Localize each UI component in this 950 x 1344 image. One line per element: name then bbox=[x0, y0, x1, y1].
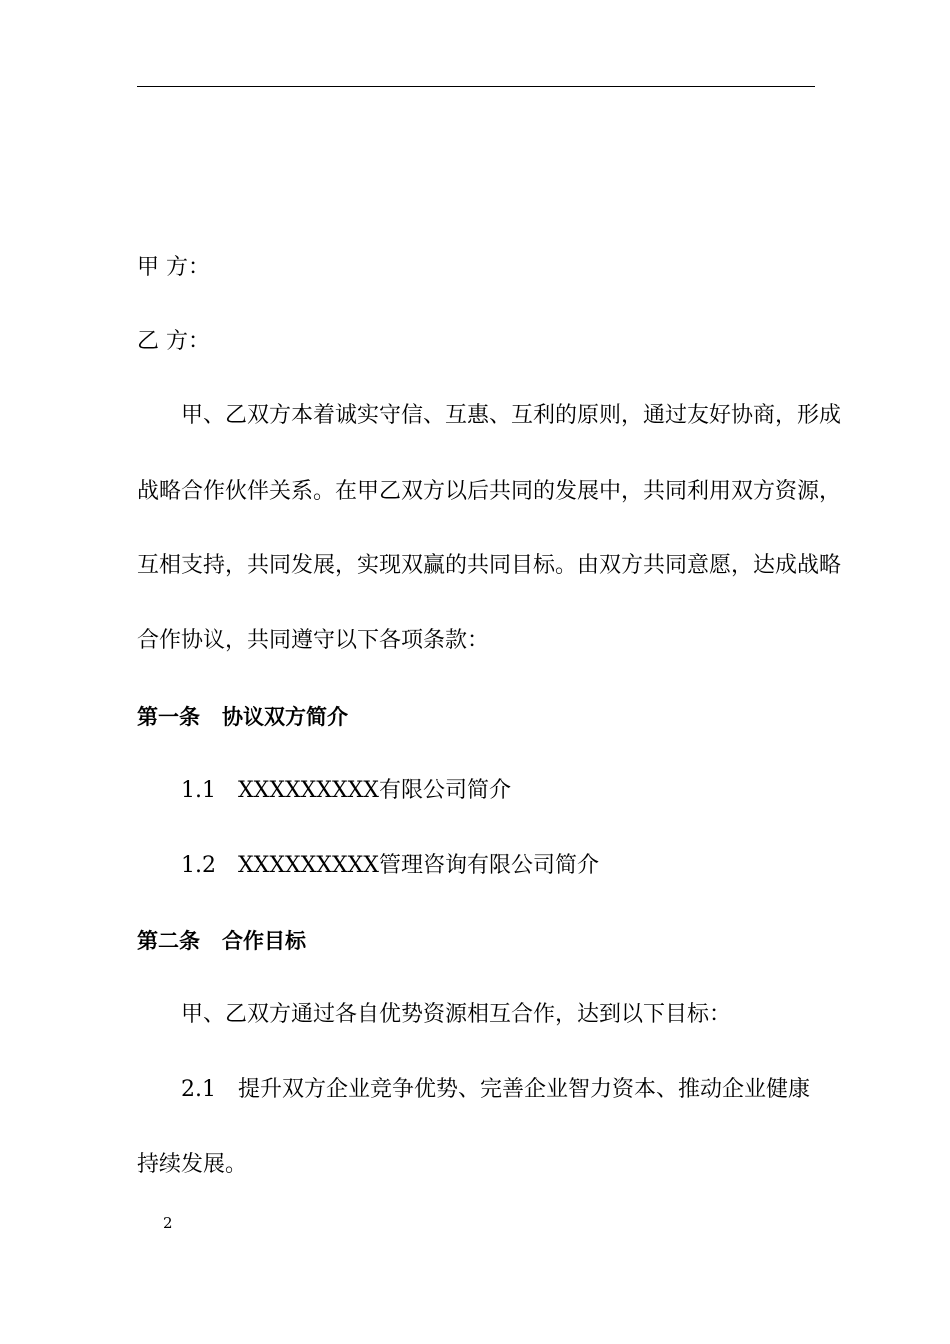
section2-item-1 bbox=[181, 1075, 871, 1105]
intro-line-4: 合作协议，共同遵守以下各项条款： bbox=[137, 628, 490, 653]
section1-title: 协议双方简介 bbox=[222, 705, 348, 729]
item-number: 1.1 bbox=[181, 778, 216, 803]
section2-heading bbox=[137, 926, 827, 956]
intro-line-1: 甲、乙双方本着诚实守信、互惠、互利的原则，通过友好协商，形成 bbox=[181, 403, 842, 428]
page-number: 2 bbox=[163, 1214, 173, 1232]
party-a-label: 甲 方： bbox=[137, 255, 210, 280]
section2-title: 合作目标 bbox=[222, 929, 306, 953]
section1-item-2 bbox=[181, 851, 871, 881]
section1-heading bbox=[137, 702, 827, 732]
section2-item-1-continued: 持续发展。 bbox=[137, 1152, 248, 1177]
item-text: 提升双方企业竞争优势、完善企业智力资本、推动企业健康 bbox=[238, 1077, 811, 1102]
section2-number: 第二条 bbox=[137, 929, 200, 953]
intro-line-3: 互相支持，共同发展，实现双赢的共同目标。由双方共同意愿，达成战略 bbox=[137, 553, 842, 578]
item-number: 1.2 bbox=[181, 853, 216, 878]
item-text: XXXXXXXXX管理咨询有限公司简介 bbox=[238, 853, 599, 878]
item-text: XXXXXXXXX有限公司简介 bbox=[238, 778, 511, 803]
item-number: 2.1 bbox=[181, 1077, 216, 1102]
section2-intro: 甲、乙双方通过各自优势资源相互合作，达到以下目标： bbox=[181, 1002, 732, 1027]
header-rule bbox=[137, 86, 815, 87]
section1-number: 第一条 bbox=[137, 705, 200, 729]
intro-line-2: 战略合作伙伴关系。在甲乙双方以后共同的发展中，共同利用双方资源， bbox=[137, 479, 842, 504]
party-b-label: 乙 方： bbox=[137, 329, 210, 354]
section1-item-1 bbox=[181, 776, 871, 806]
